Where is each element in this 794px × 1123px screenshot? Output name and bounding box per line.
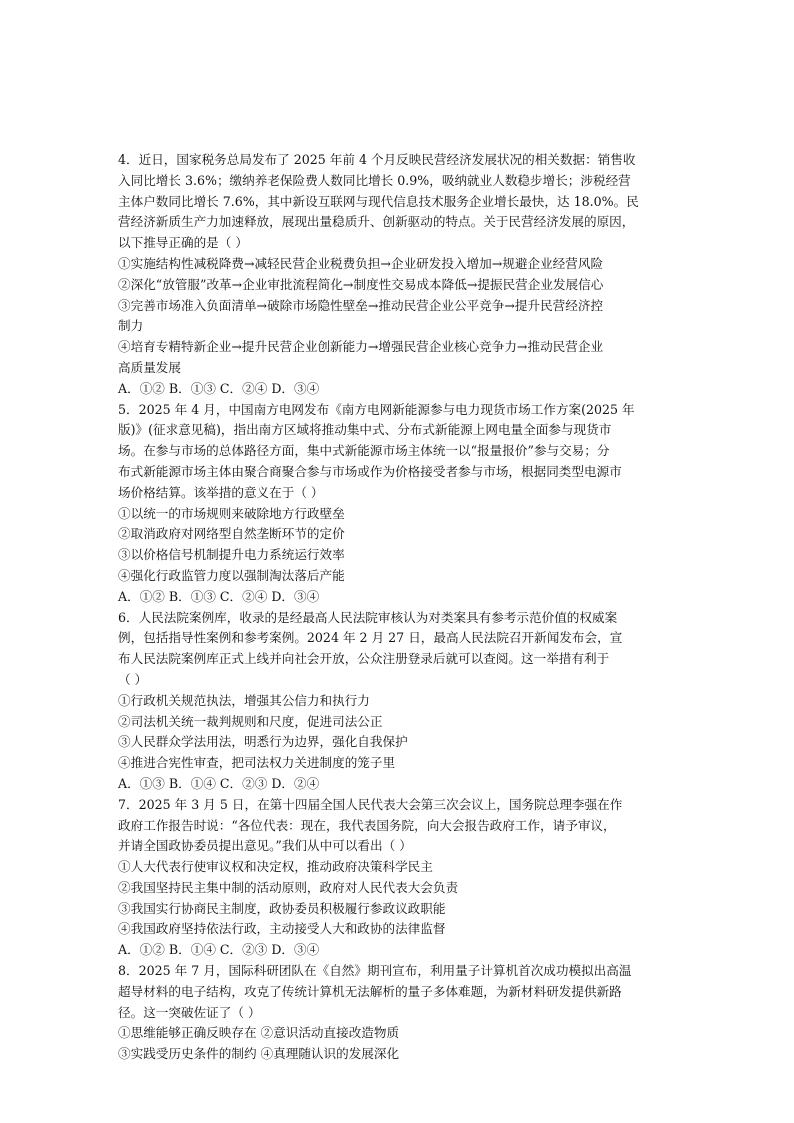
question-6 bbox=[118, 608, 678, 795]
question-stem-line: 7．2025 年 3 月 5 日，在第十四届全国人民代表大会第三次会议上，国务院总理李强在作 bbox=[118, 796, 623, 812]
question-stem-line: 主体户数同比增长 7.6%，其中新设互联网与现代信息技术服务企业增长最快，达 18.0%。民 bbox=[118, 193, 639, 209]
option-line: 高质量发展 bbox=[118, 359, 181, 375]
question-stem-line: 场价格结算。该举措的意义在于（ ） bbox=[118, 484, 324, 500]
question-stem-line: 8．2025 年 7 月，国际科研团队在《自然》期刊宣布，利用量子计算机首次成功模拟出高温 bbox=[118, 963, 632, 979]
answer-choices: A．①② B．①④ C．②③ D．③④ bbox=[118, 942, 320, 958]
answer-choices: A．①② B．①③ C．②④ D．③④ bbox=[118, 588, 320, 604]
option-line: ②深化“放管服”改革→企业审批流程简化→制度性交易成本降低→提振民营企业发展信心 bbox=[118, 276, 604, 292]
question-stem-line: 以下推导正确的是（ ） bbox=[118, 235, 248, 251]
question-stem-line: 6．人民法院案例库，收录的是经最高人民法院审核认为对类案具有参考示范价值的权威案 bbox=[118, 609, 618, 625]
option-line: ④培育专精特新企业→提升民营企业创新能力→增强民营企业核心竞争力→推动民营企业 bbox=[118, 339, 604, 355]
option-line: ②我国坚持民主集中制的活动原则，政府对人民代表大会负责 bbox=[118, 879, 459, 895]
question-stem-line: 版)》(征求意见稿)，指出南方区域将推动集中式、分布式新能源上网电量全面参与现货市 bbox=[118, 422, 612, 438]
option-line: ②取消政府对网络型自然垄断环节的定价 bbox=[118, 526, 345, 542]
option-line: ③我国实行协商民主制度，政协委员积极履行参政议政职能 bbox=[118, 900, 446, 916]
question-7 bbox=[118, 795, 678, 961]
option-line: ③以价格信号机制提升电力系统运行效率 bbox=[118, 547, 345, 563]
option-line: ①思维能够正确反映存在 ②意识活动直接改造物质 bbox=[118, 1025, 400, 1041]
option-line: ③人民群众学法用法，明悉行为边界，强化自我保护 bbox=[118, 734, 408, 750]
option-line: ①行政机关规范执法，增强其公信力和执行力 bbox=[118, 692, 370, 708]
option-line: ①人大代表行使审议权和决定权，推动政府决策科学民主 bbox=[118, 859, 433, 875]
question-stem-line: 径。这一突破佐证了（ ） bbox=[118, 1004, 261, 1020]
question-stem-line: （ ） bbox=[118, 671, 148, 687]
option-line: ④强化行政监管力度以强制淘汰落后产能 bbox=[118, 567, 345, 583]
option-line: ②司法机关统一裁判规则和尺度，促进司法公正 bbox=[118, 713, 383, 729]
question-8 bbox=[118, 961, 678, 1065]
question-stem-line: 超导材料的电子结构，攻克了传统计算机无法解析的量子多体难题，为新材料研发提供新路 bbox=[118, 983, 622, 999]
question-stem-line: 并请全国政协委员提出意见。”我们从中可以看出（ ） bbox=[118, 838, 412, 854]
question-stem-line: 4．近日，国家税务总局发布了 2025 年前 4 个月反映民营经济发展状况的相关数据：销售收 bbox=[118, 152, 636, 167]
question-5 bbox=[118, 400, 678, 608]
question-stem-line: 5．2025 年 4 月，中国南方电网发布《南方电网新能源参与电力现货市场工作方案(2025 年 bbox=[118, 401, 635, 417]
question-stem-line: 政府工作报告时说：“各位代表：现在，我代表国务院，向大会报告政府工作，请予审议， bbox=[118, 817, 616, 833]
question-stem-line: 营经济新质生产力加速释放，展现出量稳质升、创新驱动的特点。关于民营经济发展的原因， bbox=[118, 214, 635, 230]
option-line: ①以统一的市场规则来破除地方行政壁垒 bbox=[118, 505, 345, 521]
question-stem-line: 场。在参与市场的总体路径方面，集中式新能源市场主体统一以“报量报价”参与交易；分 bbox=[118, 443, 610, 459]
question-stem-line: 例，包括指导性案例和参考案例。2024 年 2 月 27 日，最高人民法院召开新闻发布会，宣 bbox=[118, 630, 623, 646]
option-line: ④推进合宪性审查，把司法权力关进制度的笼子里 bbox=[118, 755, 396, 771]
question-stem-line: 入同比增长 3.6%；缴纳养老保险费人数同比增长 0.9%，吸纳就业人数稳步增长；涉税经营 bbox=[118, 172, 631, 188]
option-line: ③完善市场准入负面清单→破除市场隐性壁垒→推动民营企业公平竞争→提升民营经济控 bbox=[118, 297, 604, 313]
question-stem-line: 布式新能源市场主体由聚合商聚合参与市场或作为价格接受者参与市场，根据同类型电源市 bbox=[118, 463, 622, 479]
exam-page bbox=[118, 150, 678, 1065]
option-line: ①实施结构性减税降费→减轻民营企业税费负担→企业研发投入增加→规避企业经营风险 bbox=[118, 255, 604, 271]
option-line: ④我国政府坚持依法行政，主动接受人大和政协的法律监督 bbox=[118, 921, 446, 937]
question-stem-line: 布人民法院案例库正式上线并向社会开放，公众注册登录后就可以查阅。这一举措有利于 bbox=[118, 651, 610, 667]
answer-choices: A．①③ B．①④ C．②③ D．②④ bbox=[118, 775, 320, 791]
answer-choices: A．①② B．①③ C．②④ D．③④ bbox=[118, 380, 320, 396]
option-line: ③实践受历史条件的制约 ④真理随认识的发展深化 bbox=[118, 1046, 400, 1062]
option-line: 制力 bbox=[118, 318, 144, 334]
question-4 bbox=[118, 150, 678, 400]
